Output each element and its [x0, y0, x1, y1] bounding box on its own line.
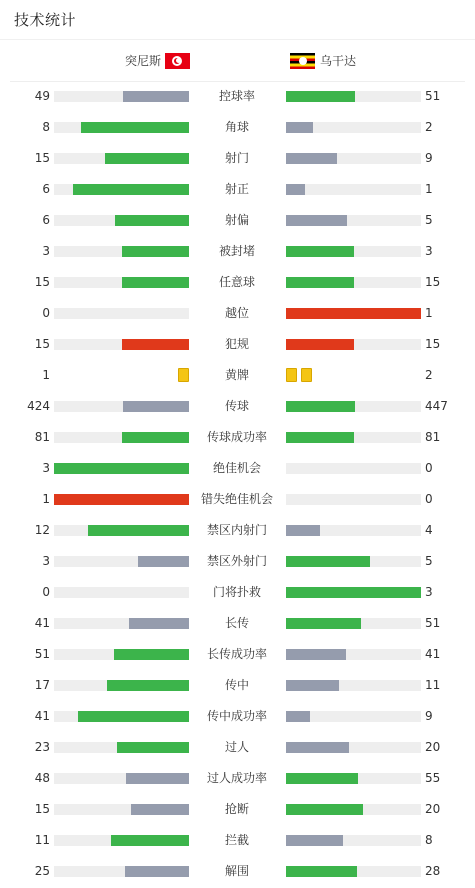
home-stat-bar	[54, 494, 189, 505]
stat-label: 长传	[224, 616, 249, 630]
home-stat-value: 3	[42, 461, 50, 475]
away-stat-value: 51	[425, 89, 441, 103]
home-stat-bar-fill	[131, 804, 189, 815]
stat-label: 传中	[224, 678, 249, 692]
away-stat-bar	[286, 308, 421, 319]
away-stat-value: 1	[425, 306, 433, 320]
away-stat-bar	[286, 246, 421, 257]
stat-label: 拦截	[224, 833, 249, 847]
home-stat-value: 17	[34, 678, 50, 692]
stat-row	[0, 794, 475, 825]
stat-row	[0, 267, 475, 298]
home-stat-bar-fill	[122, 277, 190, 288]
away-stat-bar	[286, 804, 421, 815]
home-stat-bar	[54, 401, 189, 412]
stat-row	[0, 143, 475, 174]
home-stat-value: 15	[34, 337, 50, 351]
yellow-card-icon	[301, 368, 312, 382]
away-stat-value: 4	[425, 523, 433, 537]
away-stat-value: 5	[425, 213, 433, 227]
away-stat-value: 3	[425, 585, 433, 599]
away-stat-value: 28	[425, 864, 441, 878]
away-stat-value: 1	[425, 182, 433, 196]
stat-label: 犯规	[224, 337, 249, 351]
stat-label: 传球	[224, 399, 249, 413]
home-stat-bar-fill	[114, 649, 189, 660]
tunisia-flag-icon	[165, 53, 190, 69]
away-stat-bar-fill	[286, 122, 313, 133]
stat-row	[0, 515, 475, 546]
home-stat-bar	[54, 246, 189, 257]
away-stat-value: 51	[425, 616, 441, 630]
away-stat-bar-fill	[286, 339, 354, 350]
home-stat-bar	[54, 618, 189, 629]
stat-label: 绝佳机会	[212, 461, 261, 475]
stats-header	[0, 0, 475, 40]
home-stat-bar-fill	[73, 184, 189, 195]
stat-row	[0, 174, 475, 205]
home-stat-bar	[54, 153, 189, 164]
stat-row	[0, 360, 475, 391]
home-stat-bar-fill	[126, 773, 189, 784]
home-stat-bar-fill	[105, 153, 189, 164]
stat-label: 任意球	[218, 275, 255, 289]
stat-row	[0, 298, 475, 329]
stat-label: 错失绝佳机会	[200, 492, 273, 506]
away-stat-value: 9	[425, 151, 433, 165]
stat-label: 门将扑救	[212, 585, 261, 599]
away-stat-bar-fill	[286, 184, 305, 195]
home-stat-bar-fill	[54, 494, 189, 505]
stats-list	[0, 81, 475, 887]
away-yellow-cards	[286, 368, 312, 382]
away-stat-bar	[286, 525, 421, 536]
away-stat-bar-fill	[286, 153, 337, 164]
away-stat-bar-fill	[286, 277, 354, 288]
home-stat-bar	[54, 649, 189, 660]
home-stat-bar	[54, 587, 189, 598]
stat-row	[0, 81, 475, 112]
home-stat-bar	[54, 308, 189, 319]
away-stat-value: 3	[425, 244, 433, 258]
away-team	[290, 41, 356, 81]
stat-row	[0, 577, 475, 608]
stat-row	[0, 453, 475, 484]
away-stat-bar	[286, 432, 421, 443]
stat-label: 射正	[224, 182, 249, 196]
away-stat-bar	[286, 587, 421, 598]
stat-label: 抢断	[224, 802, 249, 816]
away-stat-bar	[286, 91, 421, 102]
home-stat-bar-fill	[107, 680, 189, 691]
home-stat-bar	[54, 556, 189, 567]
stat-row	[0, 763, 475, 794]
away-stat-bar	[286, 122, 421, 133]
away-stat-bar-fill	[286, 308, 421, 319]
home-stat-bar	[54, 184, 189, 195]
stat-row	[0, 856, 475, 887]
home-stat-bar	[54, 742, 189, 753]
home-stat-bar-fill	[117, 742, 189, 753]
stat-label: 被封堵	[218, 244, 255, 258]
home-stat-bar	[54, 773, 189, 784]
yellow-card-icon	[286, 368, 297, 382]
away-stat-value: 447	[425, 399, 448, 413]
away-stat-value: 0	[425, 461, 433, 475]
home-stat-value: 15	[34, 151, 50, 165]
home-stat-bar-fill	[125, 866, 189, 877]
away-stat-bar	[286, 835, 421, 846]
home-team-name: 突尼斯	[124, 54, 161, 68]
home-stat-value: 0	[42, 306, 50, 320]
away-stat-bar-fill	[286, 587, 421, 598]
away-stat-bar-fill	[286, 432, 354, 443]
home-stat-value: 49	[34, 89, 50, 103]
away-stat-bar-fill	[286, 215, 347, 226]
stat-row	[0, 236, 475, 267]
away-stat-bar-fill	[286, 835, 343, 846]
stat-row	[0, 329, 475, 360]
stat-row	[0, 701, 475, 732]
home-stat-bar-fill	[138, 556, 189, 567]
home-stat-bar	[54, 835, 189, 846]
stat-label: 过人成功率	[206, 771, 267, 785]
home-stat-bar	[54, 432, 189, 443]
home-stat-bar-fill	[88, 525, 189, 536]
away-stat-bar-fill	[286, 742, 349, 753]
away-stat-bar-fill	[286, 804, 363, 815]
away-stat-bar	[286, 556, 421, 567]
stat-label: 长传成功率	[206, 647, 267, 661]
stat-label: 解围	[224, 864, 249, 878]
away-stat-bar-fill	[286, 91, 355, 102]
away-stat-bar	[286, 649, 421, 660]
away-stat-value: 11	[425, 678, 441, 692]
away-stat-bar	[286, 494, 421, 505]
away-stat-bar-fill	[286, 401, 355, 412]
home-stat-bar-fill	[115, 215, 189, 226]
home-stat-bar	[54, 525, 189, 536]
home-stat-value: 11	[34, 833, 50, 847]
home-stat-bar	[54, 339, 189, 350]
home-stat-bar	[54, 122, 189, 133]
away-stat-bar	[286, 866, 421, 877]
stat-row	[0, 422, 475, 453]
stat-label: 角球	[224, 120, 249, 134]
home-stat-value: 41	[34, 616, 50, 630]
yellow-card-icon	[178, 368, 189, 382]
away-stat-bar	[286, 680, 421, 691]
away-stat-bar	[286, 277, 421, 288]
away-stat-bar-fill	[286, 525, 320, 536]
away-stat-bar-fill	[286, 618, 361, 629]
home-stat-value: 0	[42, 585, 50, 599]
home-stat-value: 424	[27, 399, 50, 413]
home-yellow-cards	[178, 368, 189, 382]
away-stat-bar-fill	[286, 680, 339, 691]
home-stat-bar-fill	[81, 122, 189, 133]
home-stat-bar-fill	[78, 711, 189, 722]
home-stat-value: 1	[42, 492, 50, 506]
home-stat-value: 6	[42, 182, 50, 196]
stat-row	[0, 608, 475, 639]
stat-row	[0, 391, 475, 422]
home-stat-bar-fill	[123, 401, 189, 412]
away-stat-bar-fill	[286, 866, 357, 877]
home-stat-value: 51	[34, 647, 50, 661]
away-stat-value: 55	[425, 771, 441, 785]
home-stat-value: 41	[34, 709, 50, 723]
stat-row	[0, 484, 475, 515]
stat-row	[0, 546, 475, 577]
stat-row	[0, 205, 475, 236]
away-stat-bar	[286, 773, 421, 784]
home-stat-value: 1	[42, 368, 50, 382]
home-stat-bar	[54, 680, 189, 691]
away-stat-bar-fill	[286, 711, 310, 722]
stat-label: 射门	[224, 151, 249, 165]
away-stat-bar	[286, 463, 421, 474]
stat-row	[0, 112, 475, 143]
away-stat-bar	[286, 215, 421, 226]
away-stat-bar	[286, 153, 421, 164]
home-stat-bar	[54, 866, 189, 877]
stat-label: 越位	[224, 306, 249, 320]
home-team	[125, 41, 190, 81]
away-stat-value: 15	[425, 337, 441, 351]
home-stat-value: 81	[34, 430, 50, 444]
away-stat-value: 81	[425, 430, 441, 444]
home-stat-bar	[54, 277, 189, 288]
away-stat-bar	[286, 618, 421, 629]
home-stat-value: 6	[42, 213, 50, 227]
away-stat-bar-fill	[286, 246, 354, 257]
away-stat-bar	[286, 184, 421, 195]
away-stat-bar	[286, 339, 421, 350]
home-stat-bar-fill	[129, 618, 189, 629]
stat-label: 禁区外射门	[206, 554, 267, 568]
away-stat-bar	[286, 401, 421, 412]
stat-label: 控球率	[218, 89, 255, 103]
stat-label: 过人	[224, 740, 249, 754]
stat-label: 黄牌	[224, 368, 249, 382]
away-stat-value: 8	[425, 833, 433, 847]
home-stat-bar-fill	[54, 463, 189, 474]
uganda-flag-icon	[290, 53, 315, 69]
home-stat-value: 15	[34, 802, 50, 816]
away-stat-bar-fill	[286, 556, 370, 567]
home-stat-value: 15	[34, 275, 50, 289]
page-title: 技术统计	[14, 11, 77, 29]
home-stat-value: 48	[34, 771, 50, 785]
stat-label: 传中成功率	[206, 709, 267, 723]
home-stat-bar-fill	[123, 91, 189, 102]
away-stat-value: 0	[425, 492, 433, 506]
away-stat-bar	[286, 711, 421, 722]
home-stat-value: 25	[34, 864, 50, 878]
away-stat-bar	[286, 742, 421, 753]
home-stat-bar	[54, 804, 189, 815]
home-stat-value: 12	[34, 523, 50, 537]
home-stat-bar-fill	[122, 339, 190, 350]
away-stat-value: 20	[425, 740, 441, 754]
home-stat-value: 23	[34, 740, 50, 754]
home-stat-value: 3	[42, 554, 50, 568]
stat-row	[0, 670, 475, 701]
away-team-name: 乌干达	[320, 54, 357, 68]
home-stat-bar	[54, 215, 189, 226]
stat-row	[0, 639, 475, 670]
home-stat-value: 3	[42, 244, 50, 258]
stat-row	[0, 732, 475, 763]
away-stat-bar-fill	[286, 649, 346, 660]
home-stat-bar-fill	[122, 246, 190, 257]
home-stat-value: 8	[42, 120, 50, 134]
home-stat-bar-fill	[111, 835, 189, 846]
teams-row	[10, 41, 465, 82]
home-stat-bar-fill	[122, 432, 190, 443]
stat-label: 射偏	[224, 213, 249, 227]
away-stat-value: 9	[425, 709, 433, 723]
away-stat-value: 15	[425, 275, 441, 289]
home-stat-bar	[54, 463, 189, 474]
home-stat-bar	[54, 711, 189, 722]
away-stat-value: 41	[425, 647, 441, 661]
away-stat-bar-fill	[286, 773, 358, 784]
stat-label: 传球成功率	[206, 430, 267, 444]
stat-row	[0, 825, 475, 856]
stat-label: 禁区内射门	[206, 523, 267, 537]
away-stat-value: 5	[425, 554, 433, 568]
away-stat-value: 2	[425, 368, 433, 382]
home-stat-bar	[54, 91, 189, 102]
away-stat-value: 2	[425, 120, 433, 134]
away-stat-value: 20	[425, 802, 441, 816]
